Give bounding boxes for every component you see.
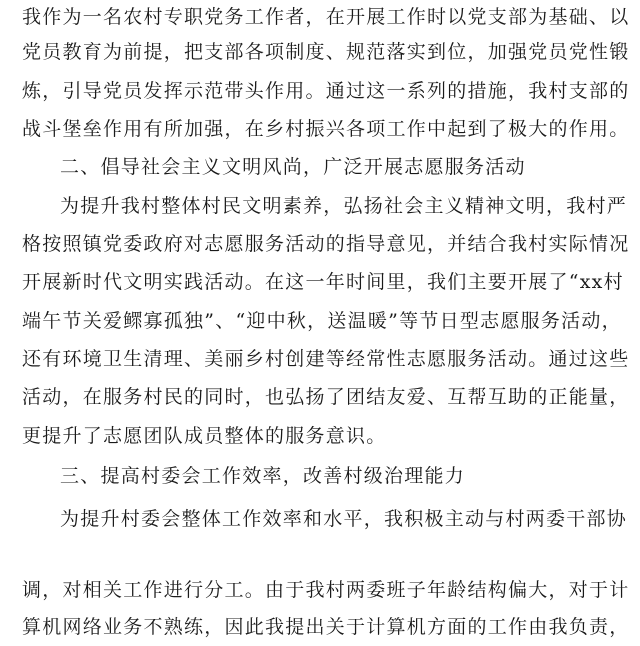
paragraph-2-line-6: 活动，在服务村民的同时，也弘扬了团结友爱、互帮互助的正能量， bbox=[22, 386, 630, 408]
paragraph-3-line-1: 为提升村委会整体工作效率和水平，我积极主动与村两委干部协 bbox=[60, 508, 628, 530]
paragraph-2-line-1: 为提升我村整体村民文明素养，弘扬社会主义精神文明，我村严 bbox=[60, 195, 628, 217]
paragraph-3-line-2: 调，对相关工作进行分工。由于我村两委班子年龄结构偏大，对于计 bbox=[22, 579, 630, 601]
section-heading-3: 三、提高村委会工作效率，改善村级治理能力 bbox=[60, 465, 466, 487]
paragraph-3-line-3: 算机网络业务不熟练，因此我提出关于计算机方面的工作由我负责， bbox=[22, 616, 630, 638]
paragraph-2-line-4: 端午节关爱鳏寡孤独”、“迎中秋，送温暖”等节日型志愿服务活动， bbox=[22, 310, 622, 332]
paragraph-1-line-2: 党员教育为前提，把支部各项制度、规范落实到位，加强党员党性锻 bbox=[22, 41, 630, 63]
paragraph-1-line-4: 战斗堡垒作用有所加强，在乡村振兴各项工作中起到了极大的作用。 bbox=[22, 118, 630, 140]
paragraph-1-line-1: 我作为一名农村专职党务工作者，在开展工作时以党支部为基础、以 bbox=[22, 6, 630, 28]
paragraph-2-line-5: 还有环境卫生清理、美丽乡村创建等经常性志愿服务活动。通过这些 bbox=[22, 348, 630, 370]
paragraph-2-line-2: 格按照镇党委政府对志愿服务活动的指导意见，并结合我村实际情况 bbox=[22, 233, 630, 255]
paragraph-1-line-3: 炼，引导党员发挥示范带头作用。通过这一系列的措施，我村支部的 bbox=[22, 80, 630, 102]
paragraph-2-line-7: 更提升了志愿团队成员整体的服务意识。 bbox=[22, 425, 387, 447]
paragraph-2-line-3: 开展新时代文明实践活动。在这一年时间里，我们主要开展了“xx村 bbox=[22, 271, 624, 293]
section-heading-2: 二、倡导社会主义文明风尚，广泛开展志愿服务活动 bbox=[60, 156, 526, 178]
